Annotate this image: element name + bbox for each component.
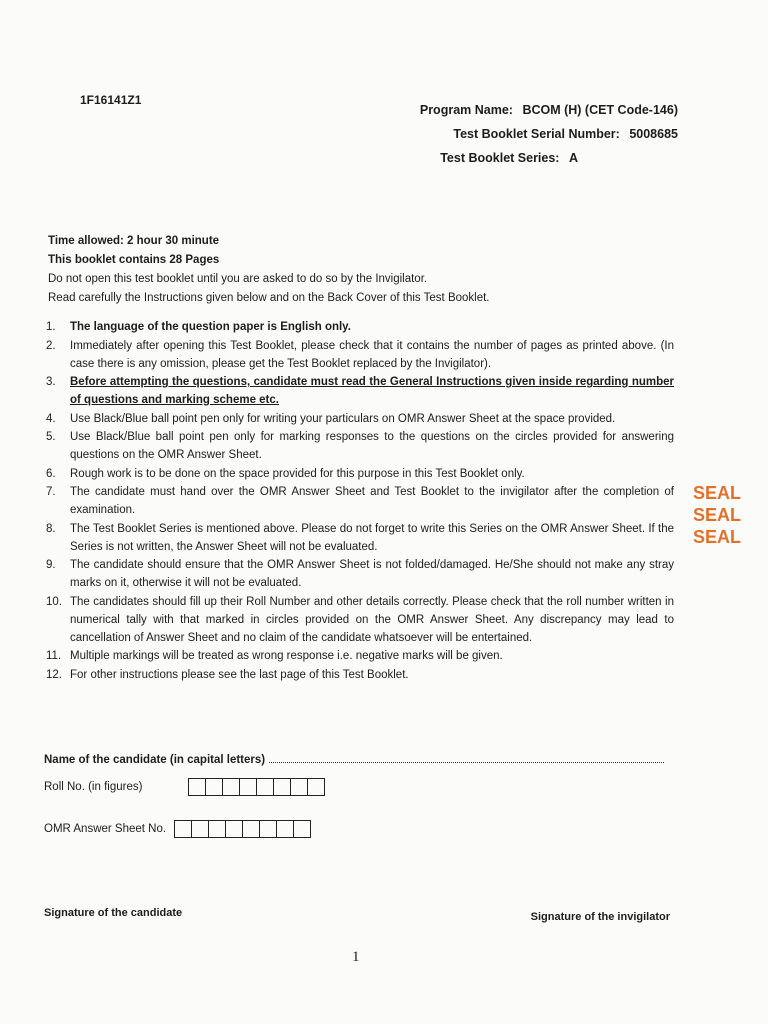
instruction-item [46, 483, 674, 519]
instruction-text: The candidate should ensure that the OMR Answer Sheet is not folded/damaged. He/She should not make any stray marks on it, otherwise it will not be evaluated. [70, 559, 674, 589]
intro-line-1: Do not open this test booklet until you are asked to do so by the Invigilator. [48, 273, 428, 285]
instruction-item [46, 593, 674, 647]
instruction-number: 4. [46, 412, 56, 425]
digit-box[interactable] [308, 779, 324, 795]
instruction-text: Immediately after opening this Test Booklet, please check that it contains the number of pages as printed above. (In case there is any omission, please get the Test Booklet replaced by the Invigilator). [70, 339, 674, 370]
instruction-number: 9. [46, 559, 56, 571]
instruction-item [46, 465, 674, 483]
instruction-item [46, 428, 674, 464]
page-count: This booklet contains 28 Pages [48, 254, 220, 266]
candidate-name-field [44, 752, 664, 766]
digit-box[interactable] [175, 821, 192, 837]
series-line [420, 146, 578, 170]
intro-line-2: Read carefully the Instructions given below and on the Back Cover of this Test Booklet. [48, 292, 490, 304]
omr-sheet-number-label: OMR Answer Sheet No. [44, 823, 167, 835]
instruction-number: 5. [46, 431, 56, 443]
instruction-item [46, 520, 674, 556]
program-name-line [420, 98, 678, 122]
series-value: A [568, 151, 578, 165]
instruction-text: The Test Booklet Series is mentioned above. Please do not forget to write this Series on the OMR Answer Sheet. If the Series is not written, the Answer Sheet will not be evaluated. [70, 522, 674, 553]
instruction-number: 7. [46, 486, 56, 498]
digit-box[interactable] [291, 779, 308, 795]
instruction-number: 6. [46, 467, 56, 480]
digit-box[interactable] [240, 779, 257, 795]
booklet-header [420, 98, 678, 170]
candidate-name-input-line[interactable] [269, 752, 664, 763]
instruction-number: 11. [46, 650, 62, 662]
serial-number-line [420, 122, 678, 146]
instruction-item [46, 373, 674, 409]
instruction-item [46, 318, 674, 336]
instruction-text: The language of the question paper is English only. [70, 321, 351, 333]
instruction-number: 3. [46, 376, 56, 388]
digit-box[interactable] [226, 821, 243, 837]
instruction-text: Use Black/Blue ball point pen only for marking responses to the questions on the circles provided for answering questions on the OMR Answer Sheet. [70, 431, 674, 461]
time-allowed: Time allowed: 2 hour 30 minute [48, 235, 220, 247]
roll-number-label: Roll No. (in figures) [44, 781, 143, 793]
seal-text: SEAL [693, 505, 742, 525]
seal-stamp [693, 482, 741, 548]
digit-box[interactable] [274, 779, 291, 795]
digit-box[interactable] [206, 779, 223, 795]
instruction-number: 8. [46, 522, 56, 535]
instruction-text: The candidate must hand over the OMR Answer Sheet and Test Booklet to the invigilator after the completion of examination. [70, 486, 674, 516]
digit-box[interactable] [277, 821, 294, 837]
instruction-number: 12. [46, 668, 62, 681]
program-value: BCOM (H) (CET Code-146) [522, 103, 678, 117]
program-label: Program Name: [419, 103, 513, 117]
page-number: 1 [352, 949, 360, 965]
intro-block [48, 232, 688, 308]
booklet-code: 1F16141Z1 [80, 93, 142, 107]
digit-box[interactable] [189, 779, 206, 795]
instruction-text: Rough work is to be done on the space provided for this purpose in this Test Booklet only. [70, 467, 525, 480]
roll-number-field [44, 778, 325, 796]
instruction-text: Use Black/Blue ball point pen only for writing your particulars on OMR Answer Sheet at the space provided. [70, 412, 616, 425]
digit-box[interactable] [294, 821, 310, 837]
instruction-item [46, 337, 674, 373]
instruction-number: 10. [46, 595, 62, 608]
digit-box[interactable] [223, 779, 240, 795]
seal-text: SEAL [693, 483, 742, 503]
series-label: Test Booklet Series: [440, 151, 560, 165]
digit-box[interactable] [260, 821, 277, 837]
instruction-item [46, 410, 674, 428]
instruction-text: Multiple markings will be treated as wrong response i.e. negative marks will be given. [70, 650, 503, 662]
serial-label: Test Booklet Serial Number: [453, 127, 620, 141]
roll-number-boxes[interactable] [188, 778, 325, 796]
instruction-number: 1. [46, 321, 56, 333]
candidate-signature-label: Signature of the candidate [44, 907, 183, 919]
instruction-item [46, 647, 674, 665]
candidate-name-label: Name of the candidate (in capital letters) [44, 754, 266, 766]
digit-box[interactable] [243, 821, 260, 837]
instruction-text: The candidates should fill up their Roll Number and other details correctly. Please check that the roll number written in numerical tally with that marked in circles provided on the OMR Answer Sheet. Any discrepancy may lead to cancellation of Answer Sheet and no claim of the candidate whatsoever will be entertained. [70, 595, 674, 644]
serial-value: 5008685 [629, 127, 678, 141]
instruction-item [46, 556, 674, 592]
omr-sheet-number-field [44, 820, 311, 838]
instruction-number: 2. [46, 339, 56, 352]
seal-text: SEAL [693, 527, 742, 547]
digit-box[interactable] [257, 779, 274, 795]
instruction-item [46, 666, 674, 684]
omr-number-boxes[interactable] [174, 820, 311, 838]
digit-box[interactable] [209, 821, 226, 837]
invigilator-signature-label: Signature of the invigilator [530, 911, 670, 923]
instruction-text: For other instructions please see the last page of this Test Booklet. [70, 668, 409, 681]
digit-box[interactable] [192, 821, 209, 837]
instructions-list [46, 318, 674, 684]
instruction-text: Before attempting the questions, candidate must read the General Instructions given inside regarding number of questions and marking scheme etc. [70, 376, 674, 406]
